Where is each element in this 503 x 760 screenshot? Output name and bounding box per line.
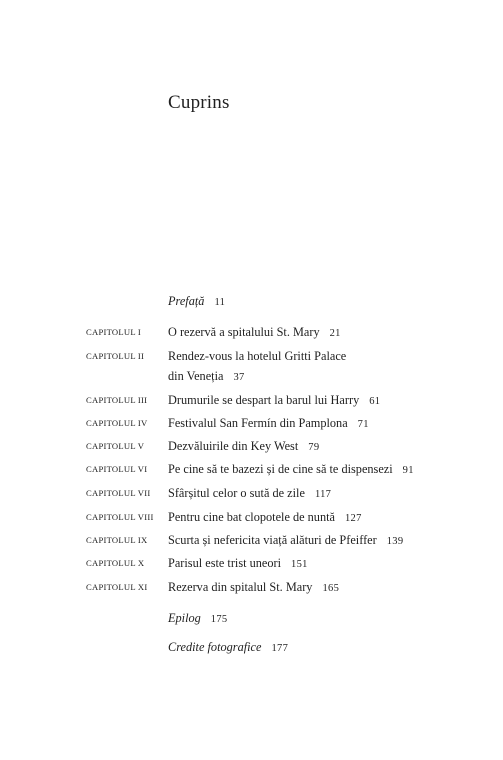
chapter-page: 61 bbox=[369, 396, 381, 407]
chapter-title-line: din Veneția bbox=[168, 369, 224, 383]
chapter-title: Dezvăluirile din Key West bbox=[168, 439, 299, 453]
page-title: Cuprins bbox=[168, 92, 230, 113]
epilogue-page: 175 bbox=[210, 614, 228, 625]
chapter-title: Sfârșitul celor o sută de zile bbox=[168, 486, 305, 500]
chapter-label: CAPITOLUL IV bbox=[86, 418, 148, 428]
epilogue-title: Epilog bbox=[168, 611, 201, 625]
chapter-label: CAPITOLUL VII bbox=[86, 488, 151, 498]
chapter-label: CAPITOLUL VIII bbox=[86, 512, 154, 522]
chapter-title-line: Rendez-vous la hotelul Gritti Palace bbox=[168, 349, 347, 363]
chapter-label: CAPITOLUL V bbox=[86, 441, 145, 451]
preface-page: 11 bbox=[214, 297, 226, 308]
chapter-page: 151 bbox=[291, 559, 308, 570]
chapter-page: 79 bbox=[308, 442, 320, 453]
chapter-label: CAPITOLUL II bbox=[86, 351, 145, 361]
chapter-title: O rezervă a spitalului St. Mary bbox=[168, 325, 320, 339]
chapter-page: 165 bbox=[322, 583, 340, 594]
preface-title: Prefață bbox=[168, 294, 205, 308]
chapter-page: 139 bbox=[386, 536, 404, 547]
chapter-page: 21 bbox=[329, 328, 341, 339]
chapter-page: 71 bbox=[357, 419, 369, 430]
chapter-label: CAPITOLUL VI bbox=[86, 464, 148, 474]
credits-title: Credite fotografice bbox=[168, 640, 262, 654]
chapter-label: CAPITOLUL III bbox=[86, 395, 148, 405]
chapter-page: 91 bbox=[402, 465, 414, 476]
chapter-label: CAPITOLUL X bbox=[86, 558, 145, 568]
chapter-label: CAPITOLUL IX bbox=[86, 535, 148, 545]
chapter-title: Parisul este trist uneori bbox=[168, 556, 282, 570]
chapter-title: Festivalul San Fermín din Pamplona bbox=[168, 416, 348, 430]
chapter-page: 127 bbox=[344, 513, 362, 524]
chapter-page: 117 bbox=[314, 489, 332, 500]
chapter-label: CAPITOLUL I bbox=[86, 327, 142, 337]
chapter-title: Pentru cine bat clopotele de nuntă bbox=[168, 510, 335, 524]
chapter-title: Drumurile se despart la barul lui Harry bbox=[168, 393, 360, 407]
credits-page: 177 bbox=[271, 643, 289, 654]
chapter-title: Scurta și nefericita viață alături de Pfeiffer bbox=[168, 533, 377, 547]
chapter-page: 37 bbox=[233, 372, 245, 383]
chapter-title: Pe cine să te bazezi și de cine să te dispensezi bbox=[168, 462, 393, 476]
chapter-label: CAPITOLUL XI bbox=[86, 582, 148, 592]
chapter-title: Rezerva din spitalul St. Mary bbox=[168, 580, 313, 594]
